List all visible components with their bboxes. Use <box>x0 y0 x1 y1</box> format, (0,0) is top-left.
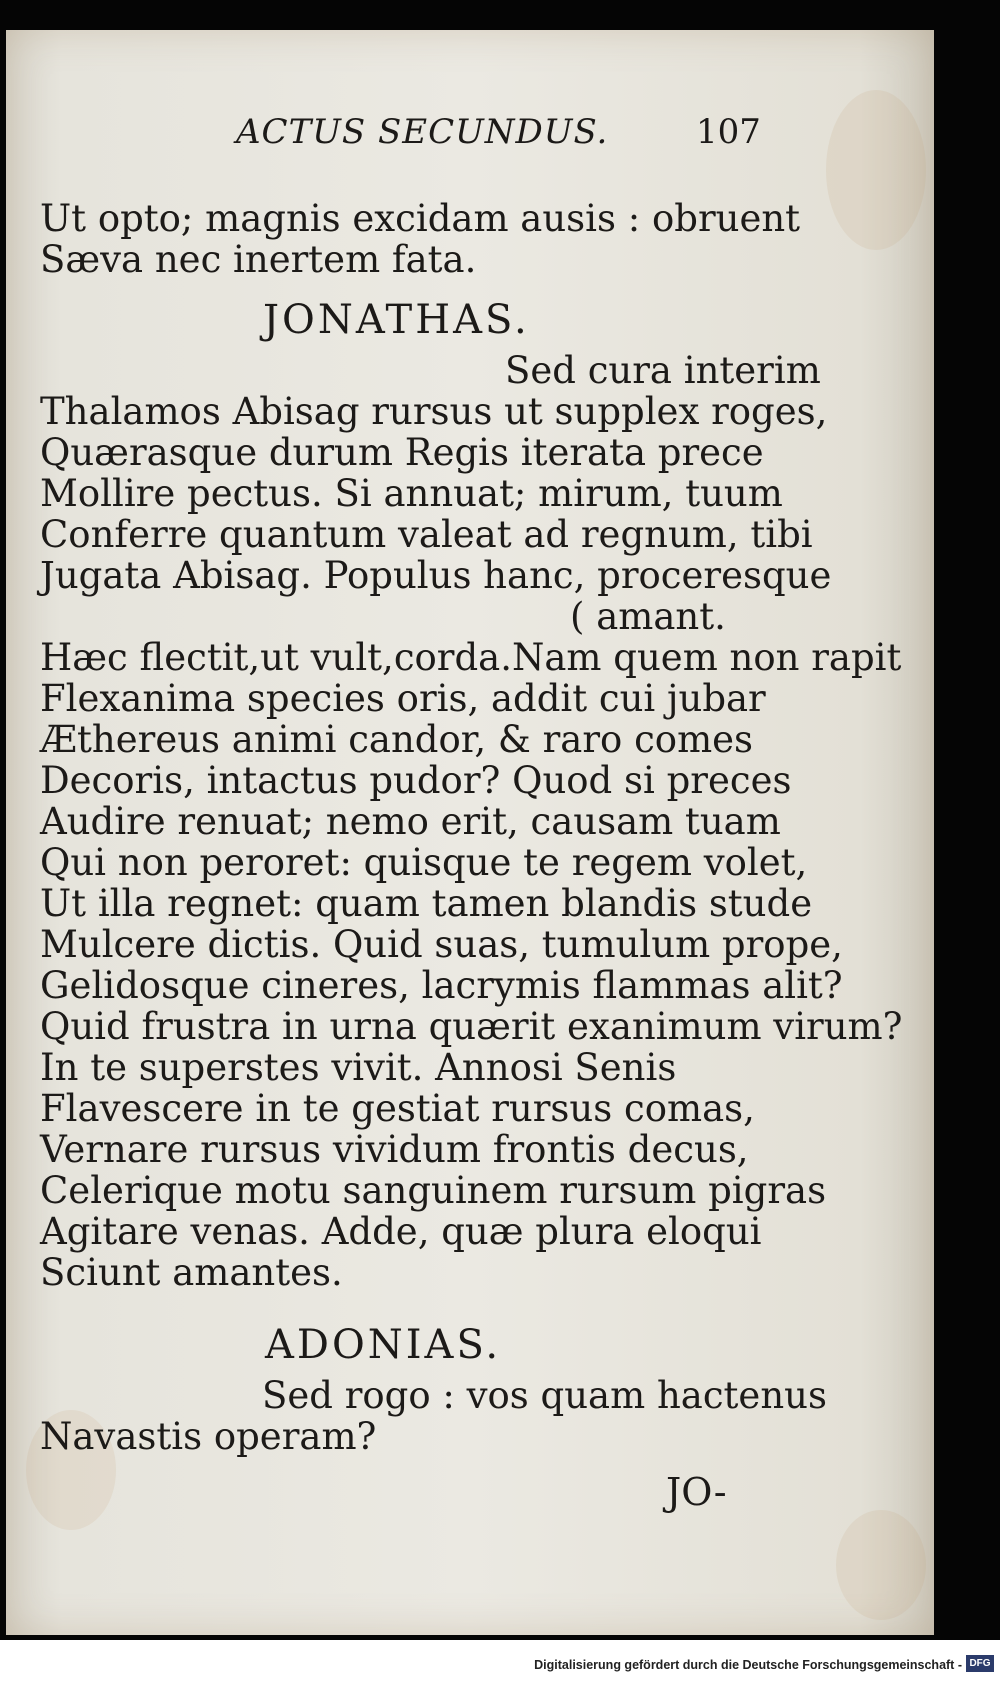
book-page <box>6 30 934 1635</box>
verse-line: Ut illa regnet: quam tamen blandis stude <box>40 882 813 925</box>
page-number: 107 <box>696 112 761 152</box>
speaker-name: JONATHAS. <box>263 297 530 343</box>
verse-line: ( amant. <box>570 595 726 638</box>
verse-line: Sed rogo : vos quam hactenus <box>262 1374 827 1417</box>
verse-line: Agitare venas. Adde, quæ plura eloqui <box>40 1210 762 1253</box>
verse-line: Navastis operam? <box>40 1415 377 1458</box>
verse-line: Conferre quantum valeat ad regnum, tibi <box>40 513 813 556</box>
verse-line: Thalamos Abisag rursus ut supplex roges, <box>40 390 828 433</box>
verse-line: Flexanima species oris, addit cui jubar <box>40 677 766 720</box>
verse-line: Audire renuat; nemo erit, causam tuam <box>40 800 781 843</box>
verse-text <box>40 197 903 1458</box>
verse-line: Ut opto; magnis excidam ausis : obruent <box>40 197 801 240</box>
digitization-footer <box>0 1640 1000 1690</box>
footer-credit: Digitalisierung gefördert durch die Deutsche Forschungsgemeinschaft - <box>534 1658 962 1672</box>
verse-line: Sed cura interim <box>505 349 821 392</box>
verse-line: Qui non peroret: quisque te regem volet, <box>40 841 808 884</box>
paper-stain <box>836 1510 926 1620</box>
verse-line: In te superstes vivit. Annosi Senis <box>40 1046 677 1089</box>
verse-line: Vernare rursus vividum frontis decus, <box>40 1128 749 1171</box>
verse-line: Mulcere dictis. Quid suas, tumulum prope, <box>40 923 843 966</box>
verse-line: Æthereus animi candor, & raro comes <box>40 718 754 761</box>
dfg-logo-icon: DFG <box>966 1655 994 1672</box>
verse-line: Flavescere in te gestiat rursus comas, <box>40 1087 755 1130</box>
verse-line: Decoris, intactus pudor? Quod si preces <box>40 759 792 802</box>
running-head <box>6 112 934 162</box>
verse-line: Gelidosque cineres, lacrymis flammas alit? <box>40 964 843 1007</box>
verse-line: Hæc flectit,ut vult,corda.Nam quem non rapit <box>40 636 902 679</box>
verse-line: Quid frustra in urna quærit exanimum virum? <box>40 1005 903 1048</box>
catchword: JO- <box>666 1470 727 1514</box>
verse-line: Jugata Abisag. Populus hanc, proceresque <box>40 554 832 597</box>
verse-line: Sciunt amantes. <box>40 1251 343 1294</box>
speaker-name: ADONIAS. <box>265 1322 502 1368</box>
running-head-title: ACTUS SECUNDUS. <box>236 112 609 152</box>
verse-line: Quærasque durum Regis iterata prece <box>40 431 764 474</box>
verse-line: Mollire pectus. Si annuat; mirum, tuum <box>40 472 783 515</box>
verse-line: Sæva nec inertem fata. <box>40 238 477 281</box>
verse-line: Celerique motu sanguinem rursum pigras <box>40 1169 827 1212</box>
